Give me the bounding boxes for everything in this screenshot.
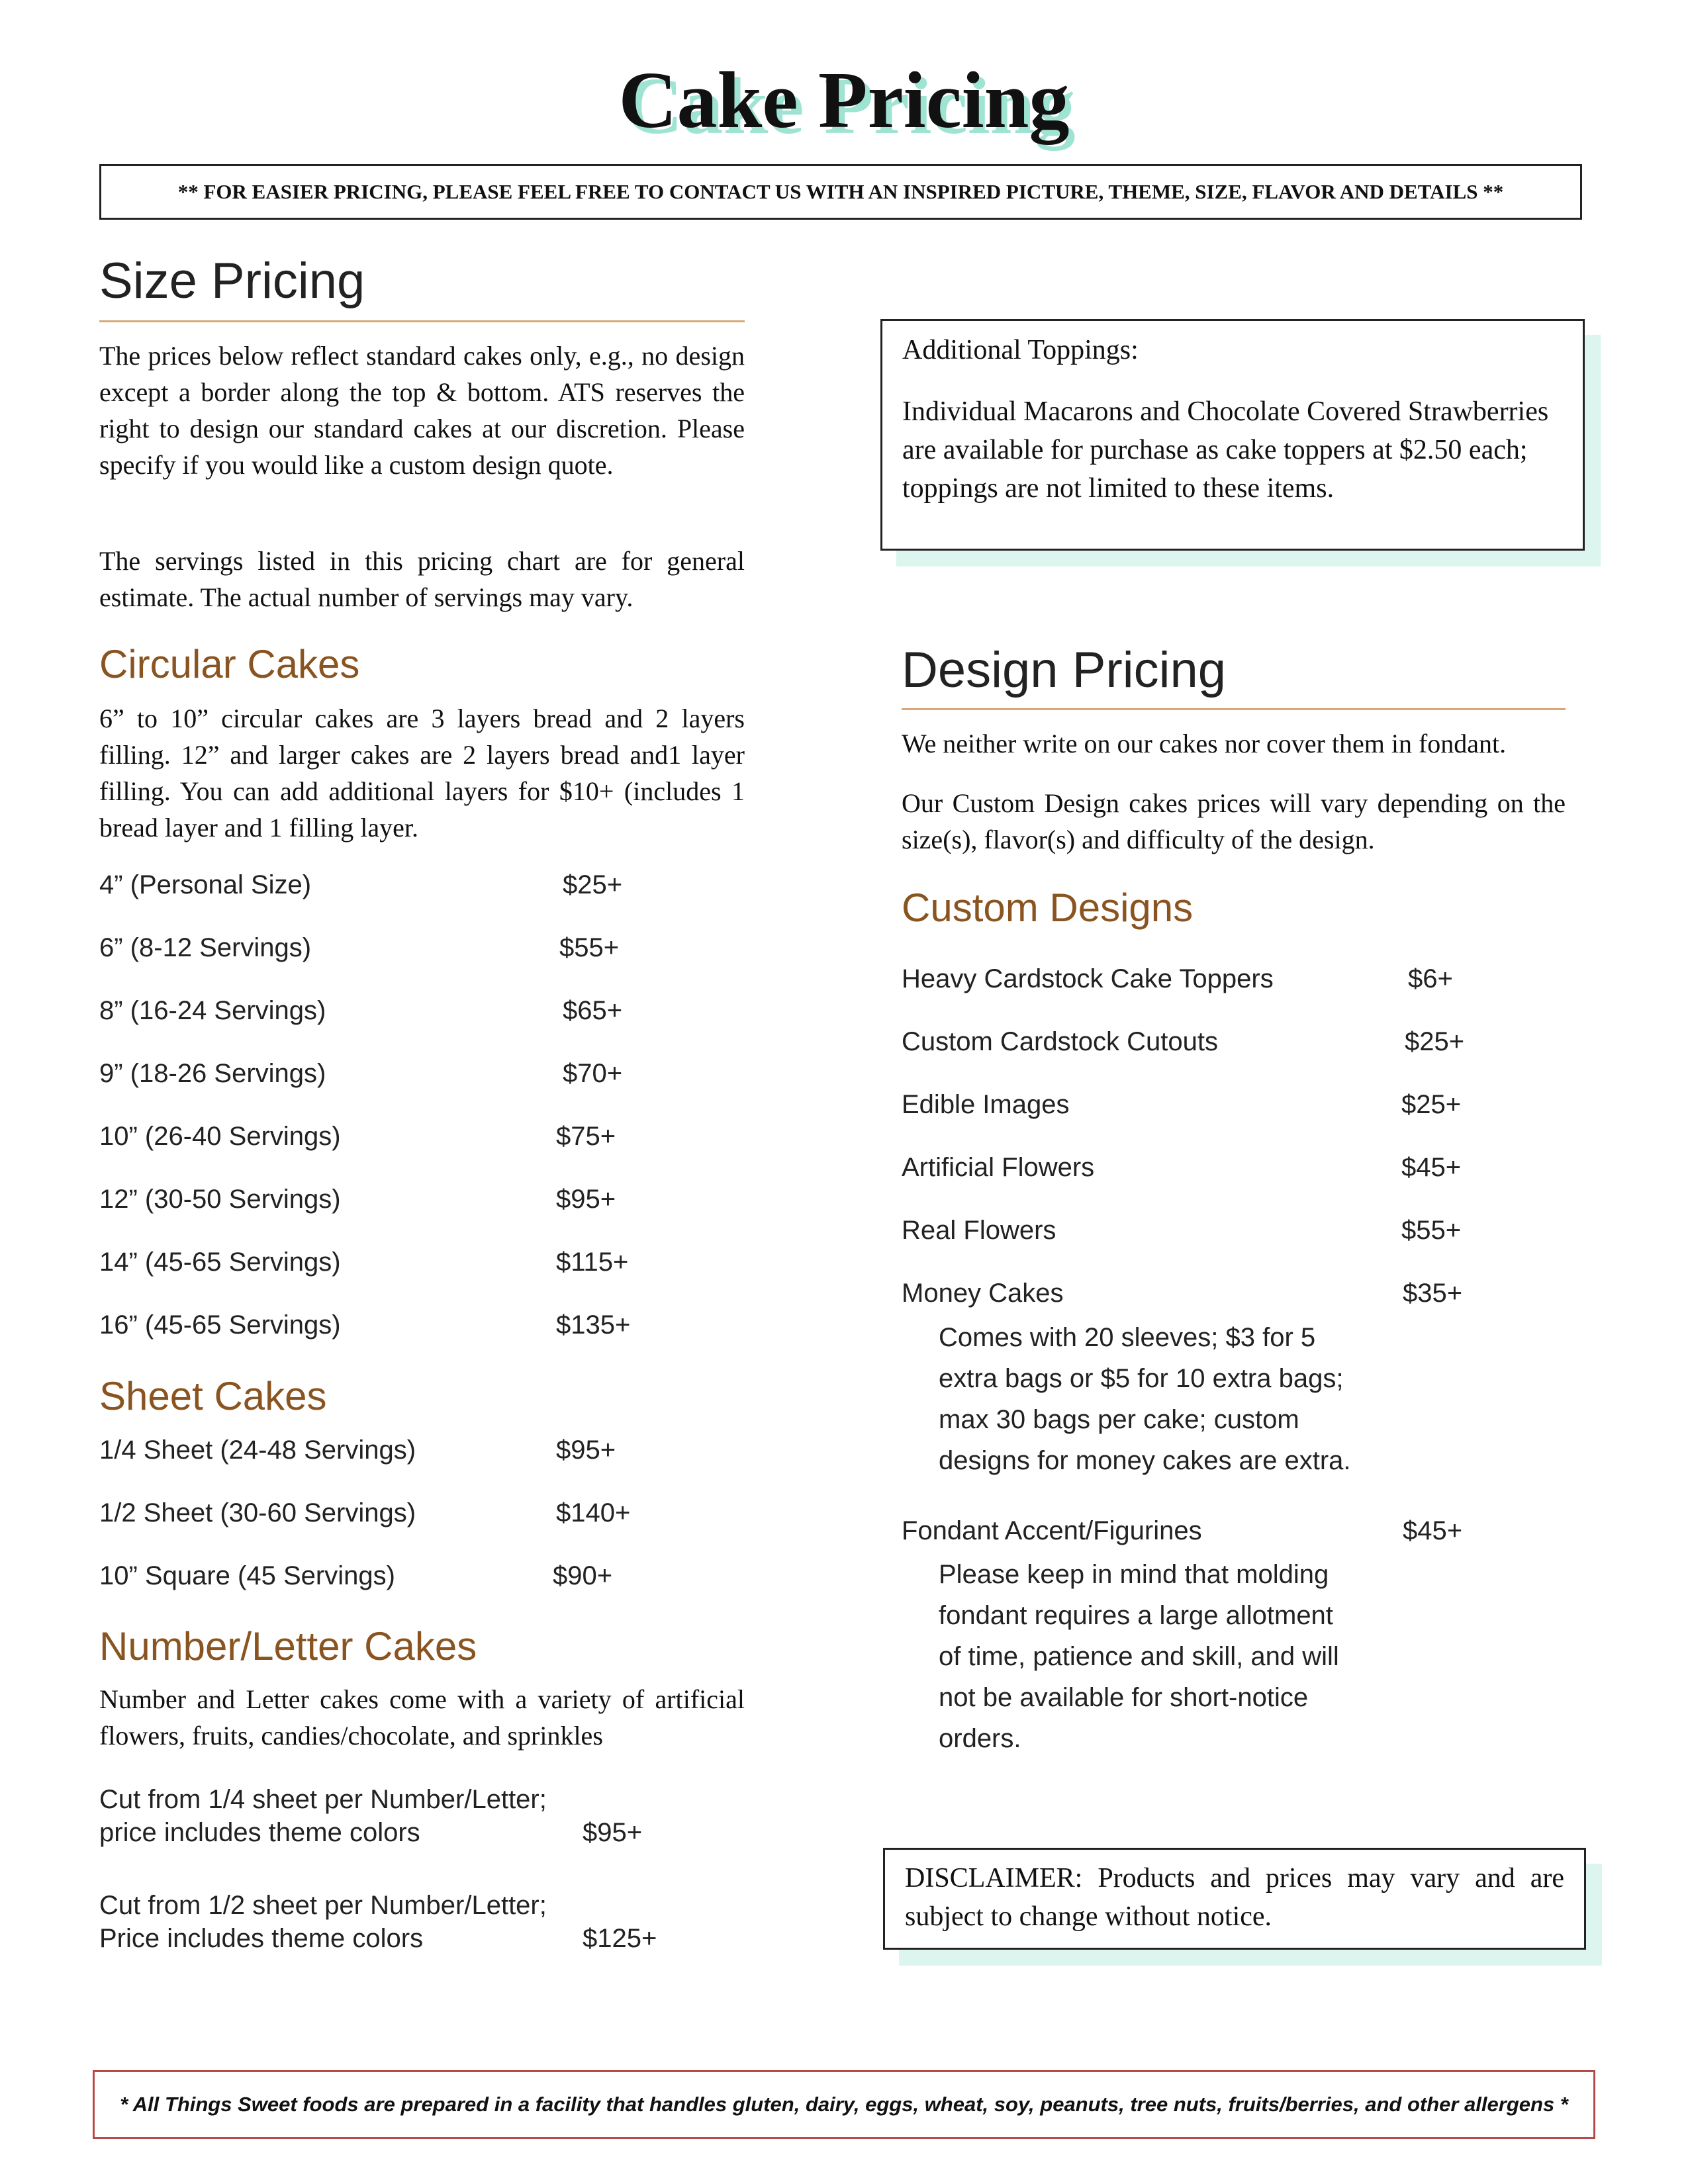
sheet-cakes-heading: Sheet Cakes [99, 1374, 327, 1418]
list-item: Fondant Accent/Figurines $45+ [902, 1514, 1566, 1547]
list-item: Money Cakes $35+ [902, 1277, 1064, 1310]
price: $90+ [553, 1561, 613, 1590]
list-item: 14” (45-65 Servings) $115+ [99, 1246, 341, 1279]
price: $55+ [559, 933, 620, 962]
list-item: 10” (26-40 Servings) $75+ [99, 1120, 341, 1153]
toppings-heading: Additional Toppings: [902, 335, 1139, 365]
list-item: 9” (18-26 Servings) $70+ [99, 1057, 326, 1090]
price: $75+ [556, 1122, 616, 1151]
contact-note: ** FOR EASIER PRICING, PLEASE FEEL FREE TO CONTACT US WITH AN INSPIRED PICTURE, THEME, SIZE, FLAVOR AND DETAILS ** [99, 164, 1582, 220]
price: $25+ [1405, 1027, 1465, 1056]
list-item: 4” (Personal Size) $25+ [99, 868, 311, 901]
design-pricing-para-2: Our Custom Design cakes prices will vary depending on the size(s), flavor(s) and difficulty of the design. [902, 788, 1566, 854]
price: $35+ [1403, 1279, 1463, 1308]
disclaimer-text: DISCLAIMER: Products and prices may vary and are subject to change without notice. [905, 1863, 1564, 1932]
list-item: Cut from 1/2 sheet per Number/Letter; Price includes theme colors $125+ [99, 1889, 745, 1955]
list-item: 8” (16-24 Servings) $65+ [99, 994, 326, 1027]
size-pricing-rule [99, 320, 745, 322]
price: $140+ [556, 1498, 631, 1527]
fondant-note: Please keep in mind that molding fondant requires a large allotment of time, patience and skill, and will not be available for short-notice orders. [939, 1560, 1339, 1753]
price: $70+ [563, 1059, 623, 1088]
list-item: 1/4 Sheet (24-48 Servings) $95+ [99, 1433, 416, 1467]
number-letter-desc: Number and Letter cakes come with a variety of artificial flowers, fruits, candies/chocolate, and sprinkles [99, 1684, 745, 1751]
list-item: Real Flowers $55+ [902, 1214, 1056, 1247]
design-pricing-heading: Design Pricing [902, 642, 1226, 698]
number-letter-heading: Number/Letter Cakes [99, 1624, 477, 1668]
size-pricing-para-1: The prices below reflect standard cakes only, e.g., no design except a border along the top & bottom. ATS reserves the right to design our standard cakes at our discretion. Please specify if you would like a custom design quote. [99, 341, 745, 480]
price: $95+ [556, 1185, 616, 1214]
custom-designs-heading: Custom Designs [902, 886, 1194, 930]
toppings-box [880, 319, 1585, 551]
list-item: Cut from 1/4 sheet per Number/Letter; price includes theme colors $95+ [99, 1783, 745, 1849]
design-pricing-rule [902, 708, 1566, 710]
price: $25+ [563, 870, 623, 899]
size-pricing-para-2: The servings listed in this pricing chart are for general estimate. The actual number of servings may vary. [99, 546, 745, 612]
money-cakes-note: Comes with 20 sleeves; $3 for 5 extra bags or $5 for 10 extra bags; max 30 bags per cake; custom designs for money cakes are extra. [939, 1323, 1351, 1475]
design-pricing-para-1: We neither write on our cakes nor cover them in fondant. [902, 729, 1507, 758]
list-item: 1/2 Sheet (30-60 Servings) $140+ [99, 1496, 416, 1529]
circular-cakes-desc: 6” to 10” circular cakes are 3 layers bread and 2 layers filling. 12” and larger cakes are 2 layers bread and1 layer filling. You can add additional layers for $10+ (includes 1 bread layer and 1 filling layer. [99, 704, 745, 842]
allergen-footer: * All Things Sweet foods are prepared in a facility that handles gluten, dairy, eggs, wheat, soy, peanuts, tree nuts, fruits/berries, and other allergens * [93, 2070, 1595, 2139]
disclaimer-box [883, 1848, 1586, 1950]
toppings-text: Individual Macarons and Chocolate Covered Strawberries are available for purchase as cake toppers at $2.50 each; toppings are not limited to these items. [902, 396, 1549, 504]
price: $95+ [556, 1435, 616, 1465]
price: $135+ [556, 1310, 631, 1340]
list-item: 6” (8-12 Servings) $55+ [99, 931, 311, 964]
list-item: 12” (30-50 Servings) $95+ [99, 1183, 341, 1216]
list-item: 10” Square (45 Servings) $90+ [99, 1559, 395, 1592]
price: $45+ [1401, 1153, 1462, 1182]
price: $25+ [1401, 1090, 1462, 1119]
price: $95+ [583, 1818, 643, 1847]
circular-cakes-heading: Circular Cakes [99, 642, 360, 686]
price: $45+ [1403, 1516, 1463, 1545]
list-item: Edible Images $25+ [902, 1088, 1069, 1121]
list-item: 16” (45-65 Servings) $135+ [99, 1308, 341, 1342]
page-title: Cake Pricing [618, 56, 1070, 145]
size-pricing-heading: Size Pricing [99, 253, 365, 309]
list-item: Artificial Flowers $45+ [902, 1151, 1094, 1184]
price: $115+ [556, 1248, 629, 1277]
price: $65+ [563, 996, 623, 1025]
list-item: Heavy Cardstock Cake Toppers $6+ [902, 962, 1274, 995]
price: $125+ [583, 1924, 657, 1953]
price: $6+ [1408, 964, 1453, 993]
list-item: Custom Cardstock Cutouts $25+ [902, 1025, 1218, 1058]
price: $55+ [1401, 1216, 1462, 1245]
